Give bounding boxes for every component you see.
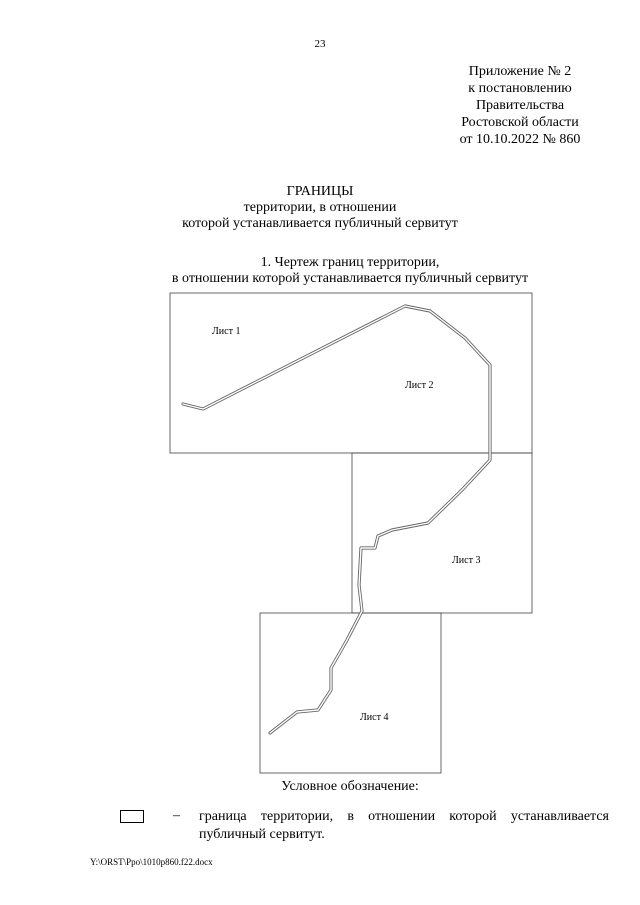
servitude-boundary-inner xyxy=(183,306,490,733)
legend-dash: – xyxy=(173,808,180,823)
appendix-line: от 10.10.2022 № 860 xyxy=(459,132,581,147)
appendix-line: Приложение № 2 xyxy=(468,64,572,79)
legend-description xyxy=(199,808,609,844)
servitude-boundary-outer xyxy=(183,306,490,733)
title-line: которой устанавливается публичный сервитут xyxy=(182,216,458,231)
boundary-legend-icon xyxy=(120,810,144,823)
file-path: Y:\ORST\Ppo\1010p860.f22.docx xyxy=(90,857,213,867)
legend-title: Условное обозначение: xyxy=(281,779,419,794)
sheet-label-2: Лист 2 xyxy=(405,380,434,391)
sheet-frame-1-2 xyxy=(170,293,532,453)
sheet-frame-4 xyxy=(260,613,441,773)
sheet-label-1: Лист 1 xyxy=(212,326,241,337)
title-heading: ГРАНИЦЫ xyxy=(286,184,354,199)
sheet-label-3: Лист 3 xyxy=(452,555,481,566)
appendix-line: Ростовской области xyxy=(461,115,579,130)
sheet-frame-3 xyxy=(352,453,532,613)
appendix-line: Правительства xyxy=(475,98,565,113)
legend-text-line: граница территории, в отношении которой устанавливается xyxy=(199,809,609,824)
sheet-label-4: Лист 4 xyxy=(360,712,389,723)
legend-text-line: публичный сервитут. xyxy=(199,827,325,842)
page-number: 23 xyxy=(314,38,326,50)
drawing-title-line: в отношении которой устанавливается публичный сервитут xyxy=(171,271,529,286)
drawing-title-line: 1. Чертеж границ территории, xyxy=(260,255,440,270)
appendix-line: к постановлению xyxy=(468,81,572,96)
title-line: территории, в отношении xyxy=(243,200,397,215)
